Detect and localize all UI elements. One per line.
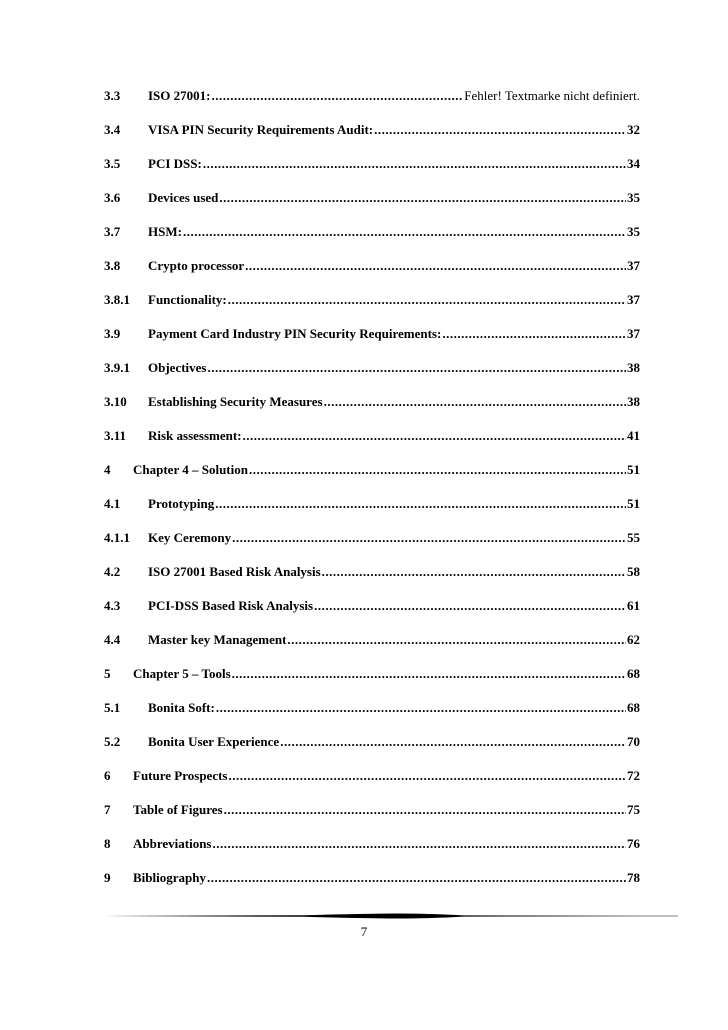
footer-rule (104, 913, 678, 919)
toc-number: 8 (104, 836, 111, 851)
toc-number: 5.1 (104, 700, 121, 715)
toc-entry[interactable] (104, 223, 640, 241)
toc-number: 3.8.1 (104, 292, 130, 307)
toc-entry[interactable] (104, 631, 640, 649)
toc-title: PCI DSS: (148, 156, 202, 171)
toc-page: 34 (627, 156, 640, 171)
toc-leader (243, 427, 626, 445)
toc-leader (183, 223, 626, 241)
toc-leader (442, 325, 626, 343)
toc-page: 37 (627, 292, 640, 307)
toc-entry[interactable] (104, 291, 640, 309)
toc-entry[interactable] (104, 767, 640, 785)
toc-number: 3.4 (104, 122, 121, 137)
toc-title: Bonita User Experience (148, 734, 280, 749)
toc-title: Future Prospects (133, 768, 228, 783)
toc-leader (228, 291, 626, 309)
toc-entry[interactable] (104, 665, 640, 683)
toc-number: 6 (104, 768, 111, 783)
toc-entry[interactable] (104, 597, 640, 615)
toc-leader (215, 495, 626, 513)
toc-page: 70 (627, 734, 640, 749)
toc-number: 3.10 (104, 394, 127, 409)
toc-leader (216, 699, 626, 717)
toc-entry[interactable] (104, 121, 640, 139)
toc-leader (287, 631, 626, 649)
toc-title: Master key Management (148, 632, 287, 647)
toc-page: 62 (627, 632, 640, 647)
toc-number: 3.3 (104, 88, 121, 103)
toc-page: 37 (627, 258, 640, 273)
toc-number: 5 (104, 666, 111, 681)
toc-number: 5.2 (104, 734, 121, 749)
toc-leader (245, 257, 626, 275)
toc-page: 38 (627, 360, 640, 375)
toc-page: 76 (627, 836, 640, 851)
toc-title: Bonita Soft: (148, 700, 215, 715)
toc-title: Payment Card Industry PIN Security Requirements: (148, 326, 442, 341)
toc-title: VISA PIN Security Requirements Audit: (148, 122, 374, 137)
toc-page: 35 (627, 190, 640, 205)
toc-page: 32 (627, 122, 640, 137)
toc-number: 4.2 (104, 564, 121, 579)
toc-entry[interactable] (104, 495, 640, 513)
toc-title: Key Ceremony (148, 530, 232, 545)
toc-entry[interactable] (104, 359, 640, 377)
toc-entry[interactable] (104, 835, 640, 853)
toc-number: 3.6 (104, 190, 121, 205)
toc-page: 41 (627, 428, 640, 443)
toc-leader (374, 121, 626, 139)
toc-page: 61 (627, 598, 640, 613)
toc-number: 4 (104, 462, 111, 477)
toc-page-error: Fehler! Textmarke nicht definiert. (464, 88, 640, 103)
toc-page: 55 (627, 530, 640, 545)
toc-leader (280, 733, 626, 751)
toc-title: Establishing Security Measures (148, 394, 323, 409)
toc-entry[interactable] (104, 189, 640, 207)
toc-title: ISO 27001: (148, 88, 211, 103)
toc-page: 68 (627, 700, 640, 715)
page-number: 7 (360, 924, 368, 939)
toc-entry[interactable] (104, 869, 640, 887)
toc-leader (213, 835, 627, 853)
toc-number: 3.8 (104, 258, 121, 273)
toc-entry[interactable] (104, 87, 640, 105)
toc-title: Objectives (148, 360, 207, 375)
toc-leader (224, 801, 626, 819)
toc-entry[interactable] (104, 801, 640, 819)
toc-title: Chapter 5 – Tools (133, 666, 231, 681)
toc-title: Devices used (148, 190, 219, 205)
toc-page: 37 (627, 326, 640, 341)
toc-number: 4.4 (104, 632, 121, 647)
toc-page: 58 (627, 564, 640, 579)
toc-leader (228, 767, 626, 785)
toc-title: Bibliography (133, 870, 206, 885)
toc-leader (249, 461, 626, 479)
toc-entry[interactable] (104, 257, 640, 275)
toc-leader (324, 393, 626, 411)
toc-leader (203, 155, 626, 173)
toc-title: Table of Figures (133, 802, 223, 817)
toc-entry[interactable] (104, 699, 640, 717)
toc-title: Crypto processor (148, 258, 245, 273)
toc-entry[interactable] (104, 427, 640, 445)
toc-number: 3.11 (104, 428, 127, 443)
toc-title: HSM: (148, 224, 182, 239)
toc-leader (219, 189, 626, 207)
toc-page: 78 (627, 870, 640, 885)
toc-page: 51 (627, 496, 640, 511)
toc-title: Risk assessment: (148, 428, 242, 443)
toc-number: 3.7 (104, 224, 121, 239)
toc-entry[interactable] (104, 393, 640, 411)
toc-entry[interactable] (104, 529, 640, 547)
toc-entry[interactable] (104, 155, 640, 173)
toc-leader (207, 359, 626, 377)
toc-page: 51 (627, 462, 640, 477)
toc-page: 75 (627, 802, 640, 817)
toc-number: 3.5 (104, 156, 121, 171)
toc-page: 38 (627, 394, 640, 409)
toc-leader (207, 869, 626, 887)
toc-page: 68 (627, 666, 640, 681)
toc-entry[interactable] (104, 733, 640, 751)
toc-page: 72 (627, 768, 640, 783)
toc-number: 3.9 (104, 326, 121, 341)
toc-leader (232, 665, 626, 683)
toc-leader (232, 529, 626, 547)
toc-title: Functionality: (148, 292, 227, 307)
toc-leader (211, 87, 463, 105)
toc-leader (314, 597, 626, 615)
toc-title: PCI-DSS Based Risk Analysis (148, 598, 314, 613)
toc-title: Abbreviations (133, 836, 212, 851)
toc-title: Chapter 4 – Solution (133, 462, 248, 477)
toc-number: 7 (104, 802, 111, 817)
toc-number: 3.9.1 (104, 360, 130, 375)
toc-number: 4.1.1 (104, 530, 130, 545)
toc-entry[interactable] (104, 563, 640, 581)
toc-number: 4.1 (104, 496, 121, 511)
toc-entry[interactable] (104, 461, 640, 479)
toc-title: Prototyping (148, 496, 215, 511)
toc-number: 9 (104, 870, 111, 885)
toc-number: 4.3 (104, 598, 121, 613)
toc-entry[interactable] (104, 325, 640, 343)
toc-leader (322, 563, 626, 581)
toc-title: ISO 27001 Based Risk Analysis (148, 564, 321, 579)
toc-page: 35 (627, 224, 640, 239)
